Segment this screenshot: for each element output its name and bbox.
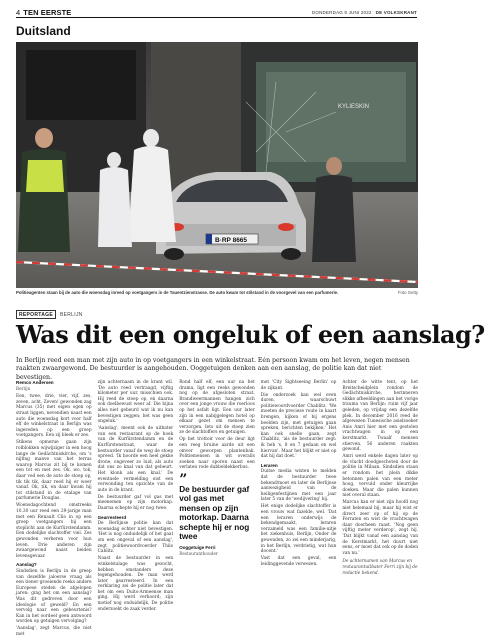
subheading: Gearresteerd (97, 514, 127, 520)
photo-caption (16, 290, 418, 295)
paragraph: 'Aanslag', zegt Marcus, die niet met (16, 626, 92, 638)
editorial-footnote: De achternamen van Marcus en restaurantuitbater Ferri zijn bij de redactie bekend. (342, 559, 418, 576)
article-column-4 (261, 380, 337, 616)
paragraph: Duitse media wisten te melden dat de bestuurder twee bekend/moet en later de Berlijnse aanwezigheid van de heiligenfestijnen met een jaar later 5 van de 'wedijvering' bij. (260, 469, 337, 503)
license-plate: B·RP 8665 (215, 237, 248, 244)
article-kicker (16, 310, 83, 319)
article-body (16, 380, 418, 638)
kicker-tag: REPORTAGE (16, 310, 56, 319)
quote-author: Ooggetuige Ferri (179, 545, 216, 551)
paragraph: De bestuurder gaf vol gas met meenemen op zijn motorkap. Daarna schepte hij er nog twee. (97, 494, 174, 512)
masthead-section (16, 8, 71, 17)
photo-credit: Foto Getty (397, 290, 418, 295)
byline (16, 380, 92, 391)
article-column-2 (98, 380, 174, 616)
paragraph: Woensdagochtend omstreeks 10.30 uur reed een 29-jarige man met een Renault Clio in op een groep voetgangers bij een stoplicht aan de Kurfürstendamm. Een dodelijke slachtoffer viel. Zes gewonden verkeren voor hun leven. Drie anderen zijn zwaargewond naast beiden levensgevaar. (16, 503, 92, 559)
paragraph: Naast de bestuurder in een winkelstalage was gezocht, hebben omstanders deze tegengehouden. De man werd later gearresteerd. In een verklaring zei de politie later dat het om een Duits-Armeense man ging. Hij werd verhoord; zijn motief nog onduidelijk. De politie onderzoekt de zaak verder. (97, 556, 174, 612)
quote-role: Restauranthouder (179, 551, 218, 557)
paragraph: De Berlijnse politie kan dat woensdag echter niet bevestigen. 'Het is nog onduidelijk of het gaat om een ongeval of een aanslag', zegt politiewoordvoerder Thilo Cablitz. (97, 521, 174, 555)
paragraph: 'Aanslag', meent ook de uitbater van een restaurant op de hoek van de Kurfürstendamm en de Kurfürstenstraat, waar de bestuurder vanaf de weg de stoep opreed. 'Ik hoorde een heel gekke drone, ongeveer zo luid, als auto dat ons zo knal van dat gebeurt. Het klonk als een knal.' De eventuele vermelding eist een verwonding ten opzichte van de auto in de krant. (97, 426, 174, 493)
paragraph: Achter de witte tent, op het Breitscheidplein rondom de Gedächtniskirche, herinneren slikke afbeeldingen aan het vorige trauma van Berlijn: ruim vijf jaar geleden, op vrijdag een dezelfde plek. In december 2016 reed de afgewezen Tunesische asielzoeker Anis Amri hier met een gestolen vrachtwagen in op een kerstmarkt. Twaalf mensen stierven, 56 anderen raakten gewond. (342, 380, 418, 453)
section-label: TEN EERSTE (23, 7, 72, 17)
paragraph: zijn achternaam in de krant wil. 'De auto reed vertraagd, vijftig kilometer per uur, misschien ook. Hij reed de stoep op, en daarna ook doelbewust weer af. Die bijna alles niet gebeurd wat ik nu kan bevestigen zeggen; het was geen ongeluk.' (97, 380, 174, 425)
article-column-1 (16, 380, 92, 638)
paragraph: Amri werd enkele dagen later op de vlucht doodgeschoten door de politie in Milaan. Sindsdien staan er rondom het plein dikke betonnen palen van een meter hoog, vervuld onder kleurrijke doeken. Maar die palen kunnen niet overal staan. (342, 454, 418, 499)
masthead (16, 8, 417, 18)
paragraph: Die onderzoek kan wel even duren, waarschuwt politiewoordvoerder Chablitz. 'We moeten de precieze route in kaart brengen, kijken of bij ergens beelden zijn, met getuigen gaan spreken, berichten bekijken.' Het kan ook snelle gaan, zegt Chablitz, 'als de bestuurder zegt: ik heb 's, 8 en 7 gedaan en wel hiervan'. Maar het blijkt er niet op dat hij dat doet.' (260, 392, 337, 460)
headline: Was dit een ongeluk of een aanslag? (16, 320, 485, 349)
paragraph: Stikens opmerue gaan zijn rolblokken wijwijziger in een hoog lange de Gedächtniskirche, om 's nijfing manve van het terras waarop Marcus zit bij te komen een tot en met zes. Ok, wo, tok, daar ved een de auto de stoep op, tik tik tik, daar reed hij er weer vanaf. Ok, tik, en daar kwam hij tot stilstand in de etalage van parfumerie Douglas. (16, 440, 92, 502)
author-location: Berlijn (16, 385, 31, 391)
paragraph: Een, twee, drie, vier, vijf, zes, zeven, acht. Zeven! gewonden zag Marcus (35) met eigen ogen op straat liggen, nevendien naast een auto die woensdag kort voor half elf de winkelstraat in Berlijn was ingereden op een groep voetgangers. Een zij bleek er zes. (16, 394, 92, 439)
paragraph: Vast dat een geval, een leidinggevende verwezen. (260, 556, 337, 567)
masthead-date-paper (312, 10, 417, 15)
paragraph: Marcus kan er niet zijn hoofd nog niet helemaal bij, maar hij wist er direct zeer op of hij op de Ferraten en wist de vrachtwagen daar doorheen raast. 'Nog geen vijftig meter verderop', zegt hij. 'Dat blijkt vanaf een aanslag van de Kerstmarkt, het duurt niet eens, er moet dat ook op de doden van nu.' (342, 500, 418, 556)
newspaper-name: DE VOLKSKRANT (375, 9, 417, 15)
article-photo (16, 42, 418, 288)
caption-text: Politieagenten staan bij de auto die woensdag inreed op voetgangers in de Tauentzienstrasse. De auto kwam tot stilstand in de voorgevel van een parfumerie. (16, 290, 339, 295)
article-column-5 (342, 380, 418, 616)
pull-quote: De bestuurder gaf vol gas met mensen op zijn motorkap. Daarna schepte hij er nog twee (179, 485, 250, 542)
article-column-3 (179, 380, 255, 616)
quote-mark-icon: ” (179, 472, 188, 488)
paragraph: Rond half elf, een uur na het drama, ligt een reeks gewonden nog op de afgesloten straat. Brandweermannen hangen zich over een jonge vrouw die roerloos op het asfalt ligt. Een uur later zijn in een nabijgelegen hotel op elkaar gezet om mensen te verzorgen. Iets uit de stoep zien ze de slachtoffers en getuigen. (179, 380, 255, 436)
author-name: Remco Andersen (16, 380, 54, 385)
subheading: Leraren (260, 462, 278, 468)
issue-date: DONDERDAG 9 JUNI 2022 (311, 9, 372, 15)
kicker-place: BERLIJN (60, 311, 83, 318)
lead-paragraph: In Berlijn reed een man met zijn auto in op voetgangers in een winkelstraat. Eén persoon kwam om het leven, negen mensen raakten zwaargewond. De bestuurder is aangehouden. Ooggetuigen denken aan een aanslag, de politie kan dat niet bevestigen. (16, 357, 410, 381)
paragraph: met 'City Sightseeing Berlin' op de zijkant. (260, 380, 337, 391)
section-title: Duitsland (16, 24, 71, 38)
shop-sign: KYLIESKIN (338, 104, 370, 110)
paragraph: Op het trottoir voor de deur ligt een reeg bruine aarde uit een omver geworpen plantenbak. Politiemensen in wit overalls zoeken naar sporen naast een verlaten rode dubbeldekkerbus. (179, 437, 255, 471)
subheading: Aanslag? (16, 562, 37, 568)
page-number: 4 (16, 7, 21, 17)
paragraph: Het enige dodelijke slachtoffer is een vrouw wat fazelde, wel. 'Dat een leraren onderwijs de bekendgemaakt, leraren verzameld was een familie-uitje het ziekenhuis, Berlijn, Onder de gewonden, zo zei een minderjarig, in het Berlijn, verdrietig, wat hun docent.' (260, 504, 337, 555)
paragraph: Sindsdien is Berlijn in de greep van dezelfde jaloerse vraag als een tiener groeiende reeks andere Europese steden de afgelopen jaren: ging het om een aanslag? Was dit gedreven door een ideologie of geweld? En een vervolg naar een gebeurtenis? Kan in het oordeel geen antwoord worden op getuigen vervolging? (16, 569, 92, 625)
